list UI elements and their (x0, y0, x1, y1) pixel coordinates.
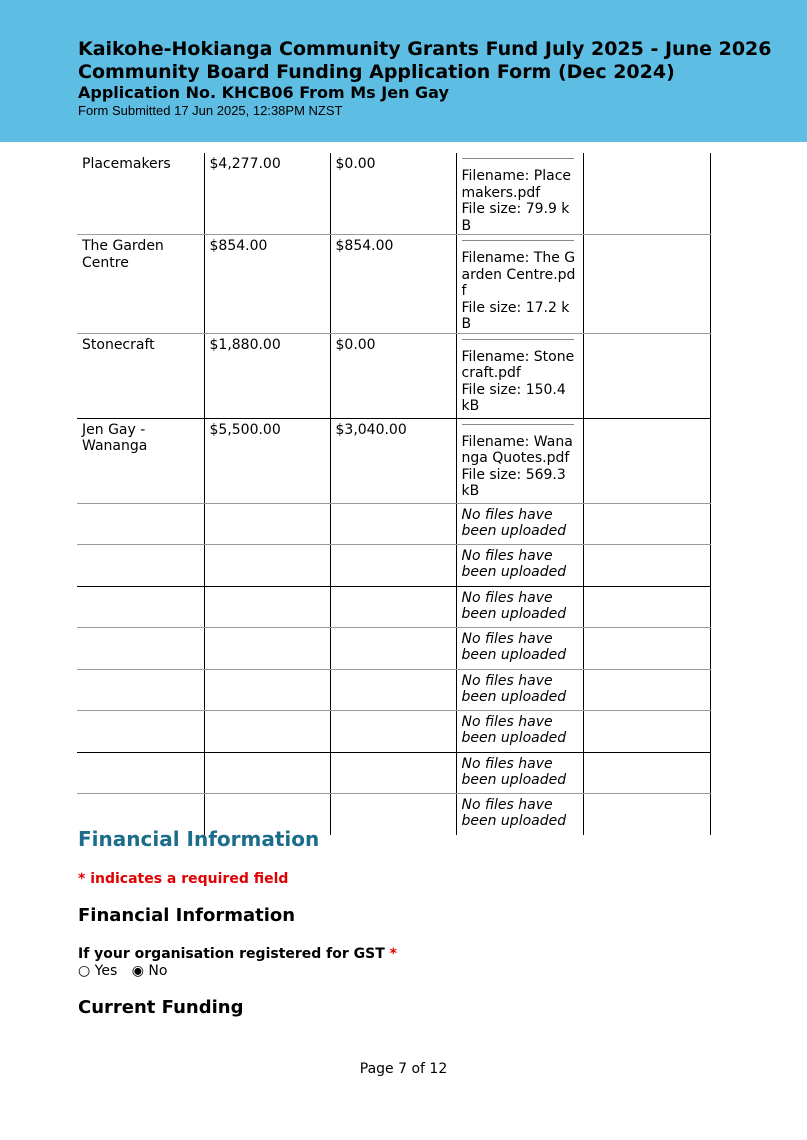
file-divider (462, 240, 574, 242)
file-divider (462, 424, 574, 426)
file-cell (456, 153, 583, 235)
empty-cell (583, 793, 710, 835)
file-size: File size: 569.3 kB (461, 466, 566, 499)
table-row (77, 627, 710, 669)
page-number: Page 7 of 12 (359, 1061, 448, 1077)
file-name-link[interactable]: Filename: Placemakers.pdf (461, 168, 572, 201)
file-name-link[interactable]: Filename: Wananga Quotes.pdf (461, 433, 573, 466)
amount-cell (204, 503, 330, 544)
required-star: * (389, 946, 397, 962)
gst-no-option[interactable] (132, 963, 168, 979)
form-title-line2: Community Board Funding Application Form (Dec 2024) (78, 61, 675, 83)
table-row (77, 586, 710, 627)
no-files-text: No files have been uploaded (456, 627, 583, 669)
file-size: File size: 150.4 kB (461, 381, 566, 414)
requested-cell: $854.00 (330, 235, 456, 334)
empty-cell (583, 627, 710, 669)
amount-cell: $5,500.00 (204, 418, 330, 503)
file-size: File size: 17.2 kB (461, 299, 570, 332)
requested-cell (330, 627, 456, 669)
file-cell (456, 418, 583, 503)
supplier-cell (77, 586, 204, 627)
no-files-text: No files have been uploaded (456, 669, 583, 710)
requested-cell (330, 793, 456, 835)
amount-cell (204, 544, 330, 586)
supplier-cell (77, 627, 204, 669)
application-number: Application No. KHCB06 From Ms Jen Gay (78, 83, 449, 102)
requested-cell (330, 710, 456, 752)
amount-cell (204, 752, 330, 793)
file-divider (462, 158, 574, 160)
amount-cell: $854.00 (204, 235, 330, 334)
amount-cell (204, 710, 330, 752)
amount-cell (204, 627, 330, 669)
file-cell (456, 235, 583, 334)
amount-cell: $4,277.00 (204, 153, 330, 235)
requested-cell: $0.00 (330, 153, 456, 235)
table-row (77, 710, 710, 752)
radio-label: Yes (94, 963, 118, 979)
no-files-text: No files have been uploaded (456, 752, 583, 793)
table-row (77, 235, 710, 334)
empty-cell (583, 586, 710, 627)
file-size: File size: 79.9 kB (461, 201, 570, 234)
empty-cell (583, 544, 710, 586)
requested-cell (330, 669, 456, 710)
requested-cell (330, 503, 456, 544)
empty-cell (583, 153, 710, 235)
supplier-cell (77, 669, 204, 710)
form-header (0, 0, 807, 142)
empty-cell (583, 418, 710, 503)
required-field-note: * indicates a required field (78, 871, 289, 887)
table-row (77, 544, 710, 586)
file-name-link[interactable]: Filename: Stonecraft.pdf (461, 348, 575, 381)
table-row (77, 418, 710, 503)
radio-checked-icon: ◉ (131, 963, 144, 979)
section-title: Financial Information (78, 827, 320, 851)
gst-radio-group (78, 963, 177, 979)
empty-cell (583, 710, 710, 752)
gst-question (78, 946, 397, 962)
gst-question-text: If your organisation registered for GST (78, 946, 385, 962)
subsection-title: Financial Information (78, 905, 296, 926)
amount-cell: $1,880.00 (204, 333, 330, 418)
table-row (77, 669, 710, 710)
requested-cell (330, 586, 456, 627)
quotes-table (77, 153, 711, 835)
table-row (77, 752, 710, 793)
form-title-line1: Kaikohe-Hokianga Community Grants Fund July 2025 - June 2026 (78, 38, 772, 60)
gst-yes-option[interactable] (78, 963, 122, 979)
no-files-text: No files have been uploaded (456, 793, 583, 835)
no-files-text: No files have been uploaded (456, 544, 583, 586)
current-funding-title: Current Funding (78, 997, 244, 1018)
table-row (77, 153, 710, 235)
supplier-cell (77, 752, 204, 793)
supplier-cell: The Garden Centre (77, 235, 204, 334)
supplier-cell: Placemakers (77, 153, 204, 235)
radio-unchecked-icon: ○ (78, 963, 91, 979)
empty-cell (583, 669, 710, 710)
submitted-timestamp: Form Submitted 17 Jun 2025, 12:38PM NZST (78, 103, 343, 118)
empty-cell (583, 333, 710, 418)
supplier-cell: Stonecraft (77, 333, 204, 418)
no-files-text: No files have been uploaded (456, 710, 583, 752)
supplier-cell (77, 503, 204, 544)
supplier-cell (77, 544, 204, 586)
requested-cell: $0.00 (330, 333, 456, 418)
table-row (77, 333, 710, 418)
radio-label: No (148, 963, 168, 979)
no-files-text: No files have been uploaded (456, 586, 583, 627)
amount-cell (204, 669, 330, 710)
supplier-cell: Jen Gay - Wananga (77, 418, 204, 503)
table-row (77, 503, 710, 544)
amount-cell (204, 586, 330, 627)
requested-cell (330, 752, 456, 793)
empty-cell (583, 752, 710, 793)
empty-cell (583, 235, 710, 334)
file-name-link[interactable]: Filename: The Garden Centre.pdf (461, 250, 576, 299)
supplier-cell (77, 710, 204, 752)
empty-cell (583, 503, 710, 544)
requested-cell: $3,040.00 (330, 418, 456, 503)
no-files-text: No files have been uploaded (456, 503, 583, 544)
file-cell (456, 333, 583, 418)
requested-cell (330, 544, 456, 586)
file-divider (462, 339, 574, 341)
